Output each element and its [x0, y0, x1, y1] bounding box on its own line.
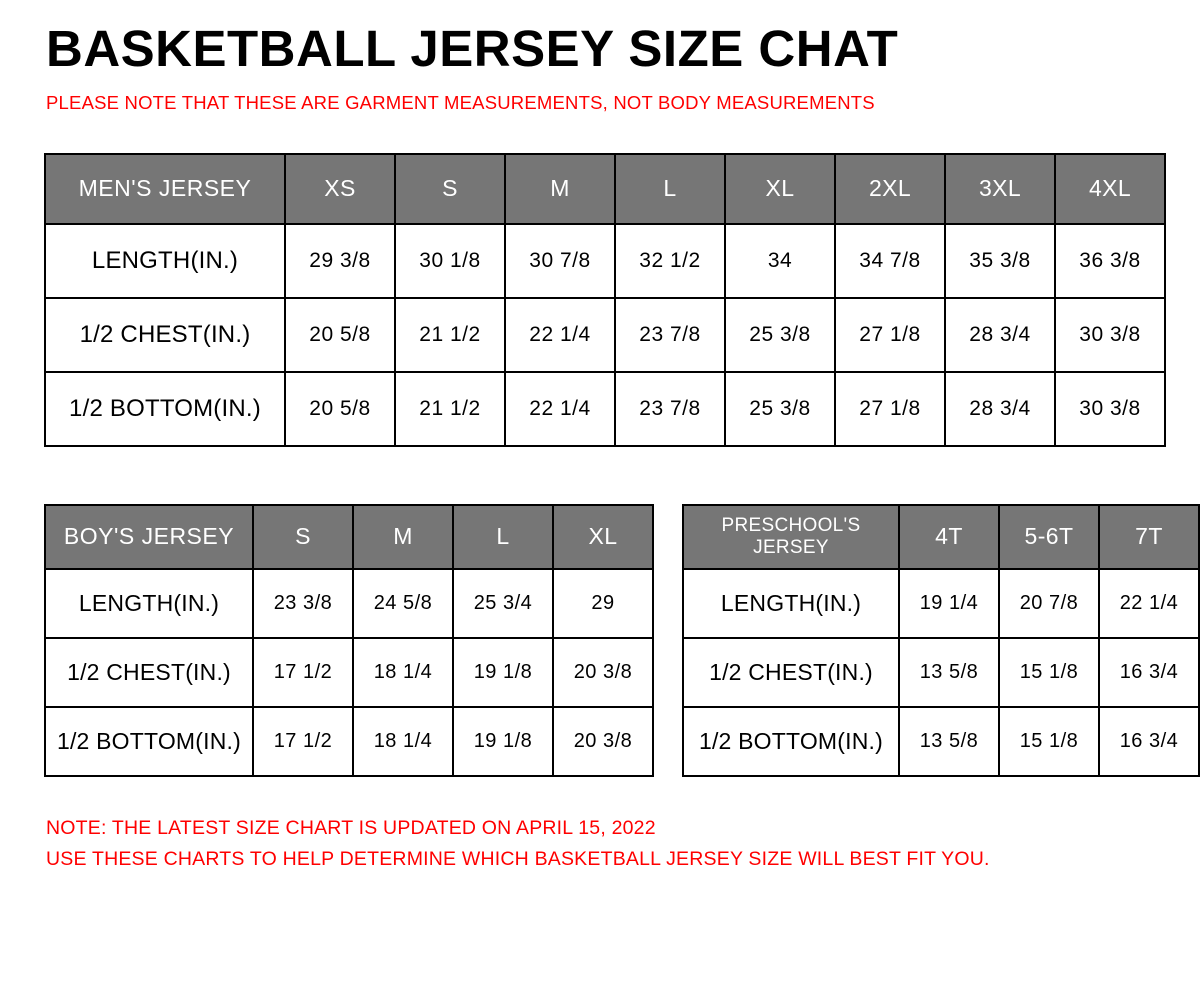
table-cell: 19 1/8: [453, 638, 553, 707]
table-cell: 36 3/8: [1055, 224, 1165, 298]
table-cell: 13 5/8: [899, 707, 999, 776]
preschool-header-label: PRESCHOOL'S JERSEY: [683, 505, 899, 569]
table-cell: 21 1/2: [395, 298, 505, 372]
mens-size-header: 3XL: [945, 154, 1055, 224]
table-row: [45, 224, 1165, 298]
table-cell: 15 1/8: [999, 707, 1099, 776]
mens-size-header: XL: [725, 154, 835, 224]
table-cell: 19 1/4: [899, 569, 999, 638]
table-row: [45, 372, 1165, 446]
boys-size-header: M: [353, 505, 453, 569]
row-label: 1/2 BOTTOM(IN.): [683, 707, 899, 776]
boys-jersey-table: [44, 504, 654, 777]
table-cell: 20 5/8: [285, 372, 395, 446]
bottom-note-update: NOTE: THE LATEST SIZE CHART IS UPDATED ON APRIL 15, 2022: [46, 816, 656, 839]
table-cell: 28 3/4: [945, 372, 1055, 446]
mens-jersey-table: [44, 153, 1166, 447]
table-cell: 30 3/8: [1055, 372, 1165, 446]
boys-size-header: XL: [553, 505, 653, 569]
table-cell: 15 1/8: [999, 638, 1099, 707]
table-cell: 29: [553, 569, 653, 638]
table-cell: 34: [725, 224, 835, 298]
table-header-row: [45, 505, 653, 569]
row-label: 1/2 BOTTOM(IN.): [45, 372, 285, 446]
bottom-notes: [46, 813, 1160, 876]
table-cell: 17 1/2: [253, 638, 353, 707]
table-cell: 16 3/4: [1099, 707, 1199, 776]
boys-size-header: L: [453, 505, 553, 569]
table-cell: 20 5/8: [285, 298, 395, 372]
preschool-size-header: 5-6T: [999, 505, 1099, 569]
table-cell: 20 7/8: [999, 569, 1099, 638]
table-row: [45, 298, 1165, 372]
table-row: [45, 707, 653, 776]
table-cell: 24 5/8: [353, 569, 453, 638]
table-header-row: [45, 154, 1165, 224]
table-cell: 23 7/8: [615, 372, 725, 446]
table-cell: 16 3/4: [1099, 638, 1199, 707]
mens-table-container: [44, 153, 1160, 447]
mens-header-label: MEN'S JERSEY: [45, 154, 285, 224]
mens-size-header: S: [395, 154, 505, 224]
table-cell: 25 3/8: [725, 298, 835, 372]
table-cell: 30 7/8: [505, 224, 615, 298]
table-row: [45, 638, 653, 707]
table-row: [683, 707, 1199, 776]
table-cell: 19 1/8: [453, 707, 553, 776]
row-label: LENGTH(IN.): [683, 569, 899, 638]
table-cell: 30 3/8: [1055, 298, 1165, 372]
mens-size-header: XS: [285, 154, 395, 224]
table-cell: 18 1/4: [353, 638, 453, 707]
table-cell: 27 1/8: [835, 298, 945, 372]
preschool-size-header: 7T: [1099, 505, 1199, 569]
table-cell: 20 3/8: [553, 707, 653, 776]
preschool-size-header: 4T: [899, 505, 999, 569]
top-note: PLEASE NOTE THAT THESE ARE GARMENT MEASUREMENTS, NOT BODY MEASUREMENTS: [46, 91, 875, 113]
table-cell: 18 1/4: [353, 707, 453, 776]
table-cell: 32 1/2: [615, 224, 725, 298]
table-cell: 13 5/8: [899, 638, 999, 707]
table-header-row: [683, 505, 1199, 569]
row-label: 1/2 CHEST(IN.): [45, 638, 253, 707]
table-cell: 28 3/4: [945, 298, 1055, 372]
row-label: 1/2 BOTTOM(IN.): [45, 707, 253, 776]
boys-header-label: BOY'S JERSEY: [45, 505, 253, 569]
bottom-note-usage: USE THESE CHARTS TO HELP DETERMINE WHICH BASKETBALL JERSEY SIZE WILL BEST FIT YOU.: [46, 848, 990, 871]
table-cell: 21 1/2: [395, 372, 505, 446]
table-cell: 25 3/4: [453, 569, 553, 638]
row-label: LENGTH(IN.): [45, 569, 253, 638]
row-label: 1/2 CHEST(IN.): [683, 638, 899, 707]
table-cell: 17 1/2: [253, 707, 353, 776]
table-cell: 34 7/8: [835, 224, 945, 298]
table-cell: 35 3/8: [945, 224, 1055, 298]
table-cell: 22 1/4: [505, 372, 615, 446]
table-cell: 27 1/8: [835, 372, 945, 446]
table-row: [683, 638, 1199, 707]
mens-size-header: 2XL: [835, 154, 945, 224]
page-title: BASKETBALL JERSEY SIZE CHAT: [46, 20, 899, 77]
table-cell: 23 7/8: [615, 298, 725, 372]
mens-size-header: 4XL: [1055, 154, 1165, 224]
row-label: 1/2 CHEST(IN.): [45, 298, 285, 372]
table-cell: 22 1/4: [1099, 569, 1199, 638]
table-cell: 25 3/8: [725, 372, 835, 446]
preschool-jersey-table: [682, 504, 1200, 777]
table-cell: 29 3/8: [285, 224, 395, 298]
mens-size-header: L: [615, 154, 725, 224]
table-cell: 23 3/8: [253, 569, 353, 638]
lower-tables-container: [44, 504, 1179, 777]
table-cell: 22 1/4: [505, 298, 615, 372]
row-label: LENGTH(IN.): [45, 224, 285, 298]
table-row: [45, 569, 653, 638]
table-cell: 30 1/8: [395, 224, 505, 298]
table-cell: 20 3/8: [553, 638, 653, 707]
boys-size-header: S: [253, 505, 353, 569]
table-row: [683, 569, 1199, 638]
mens-size-header: M: [505, 154, 615, 224]
